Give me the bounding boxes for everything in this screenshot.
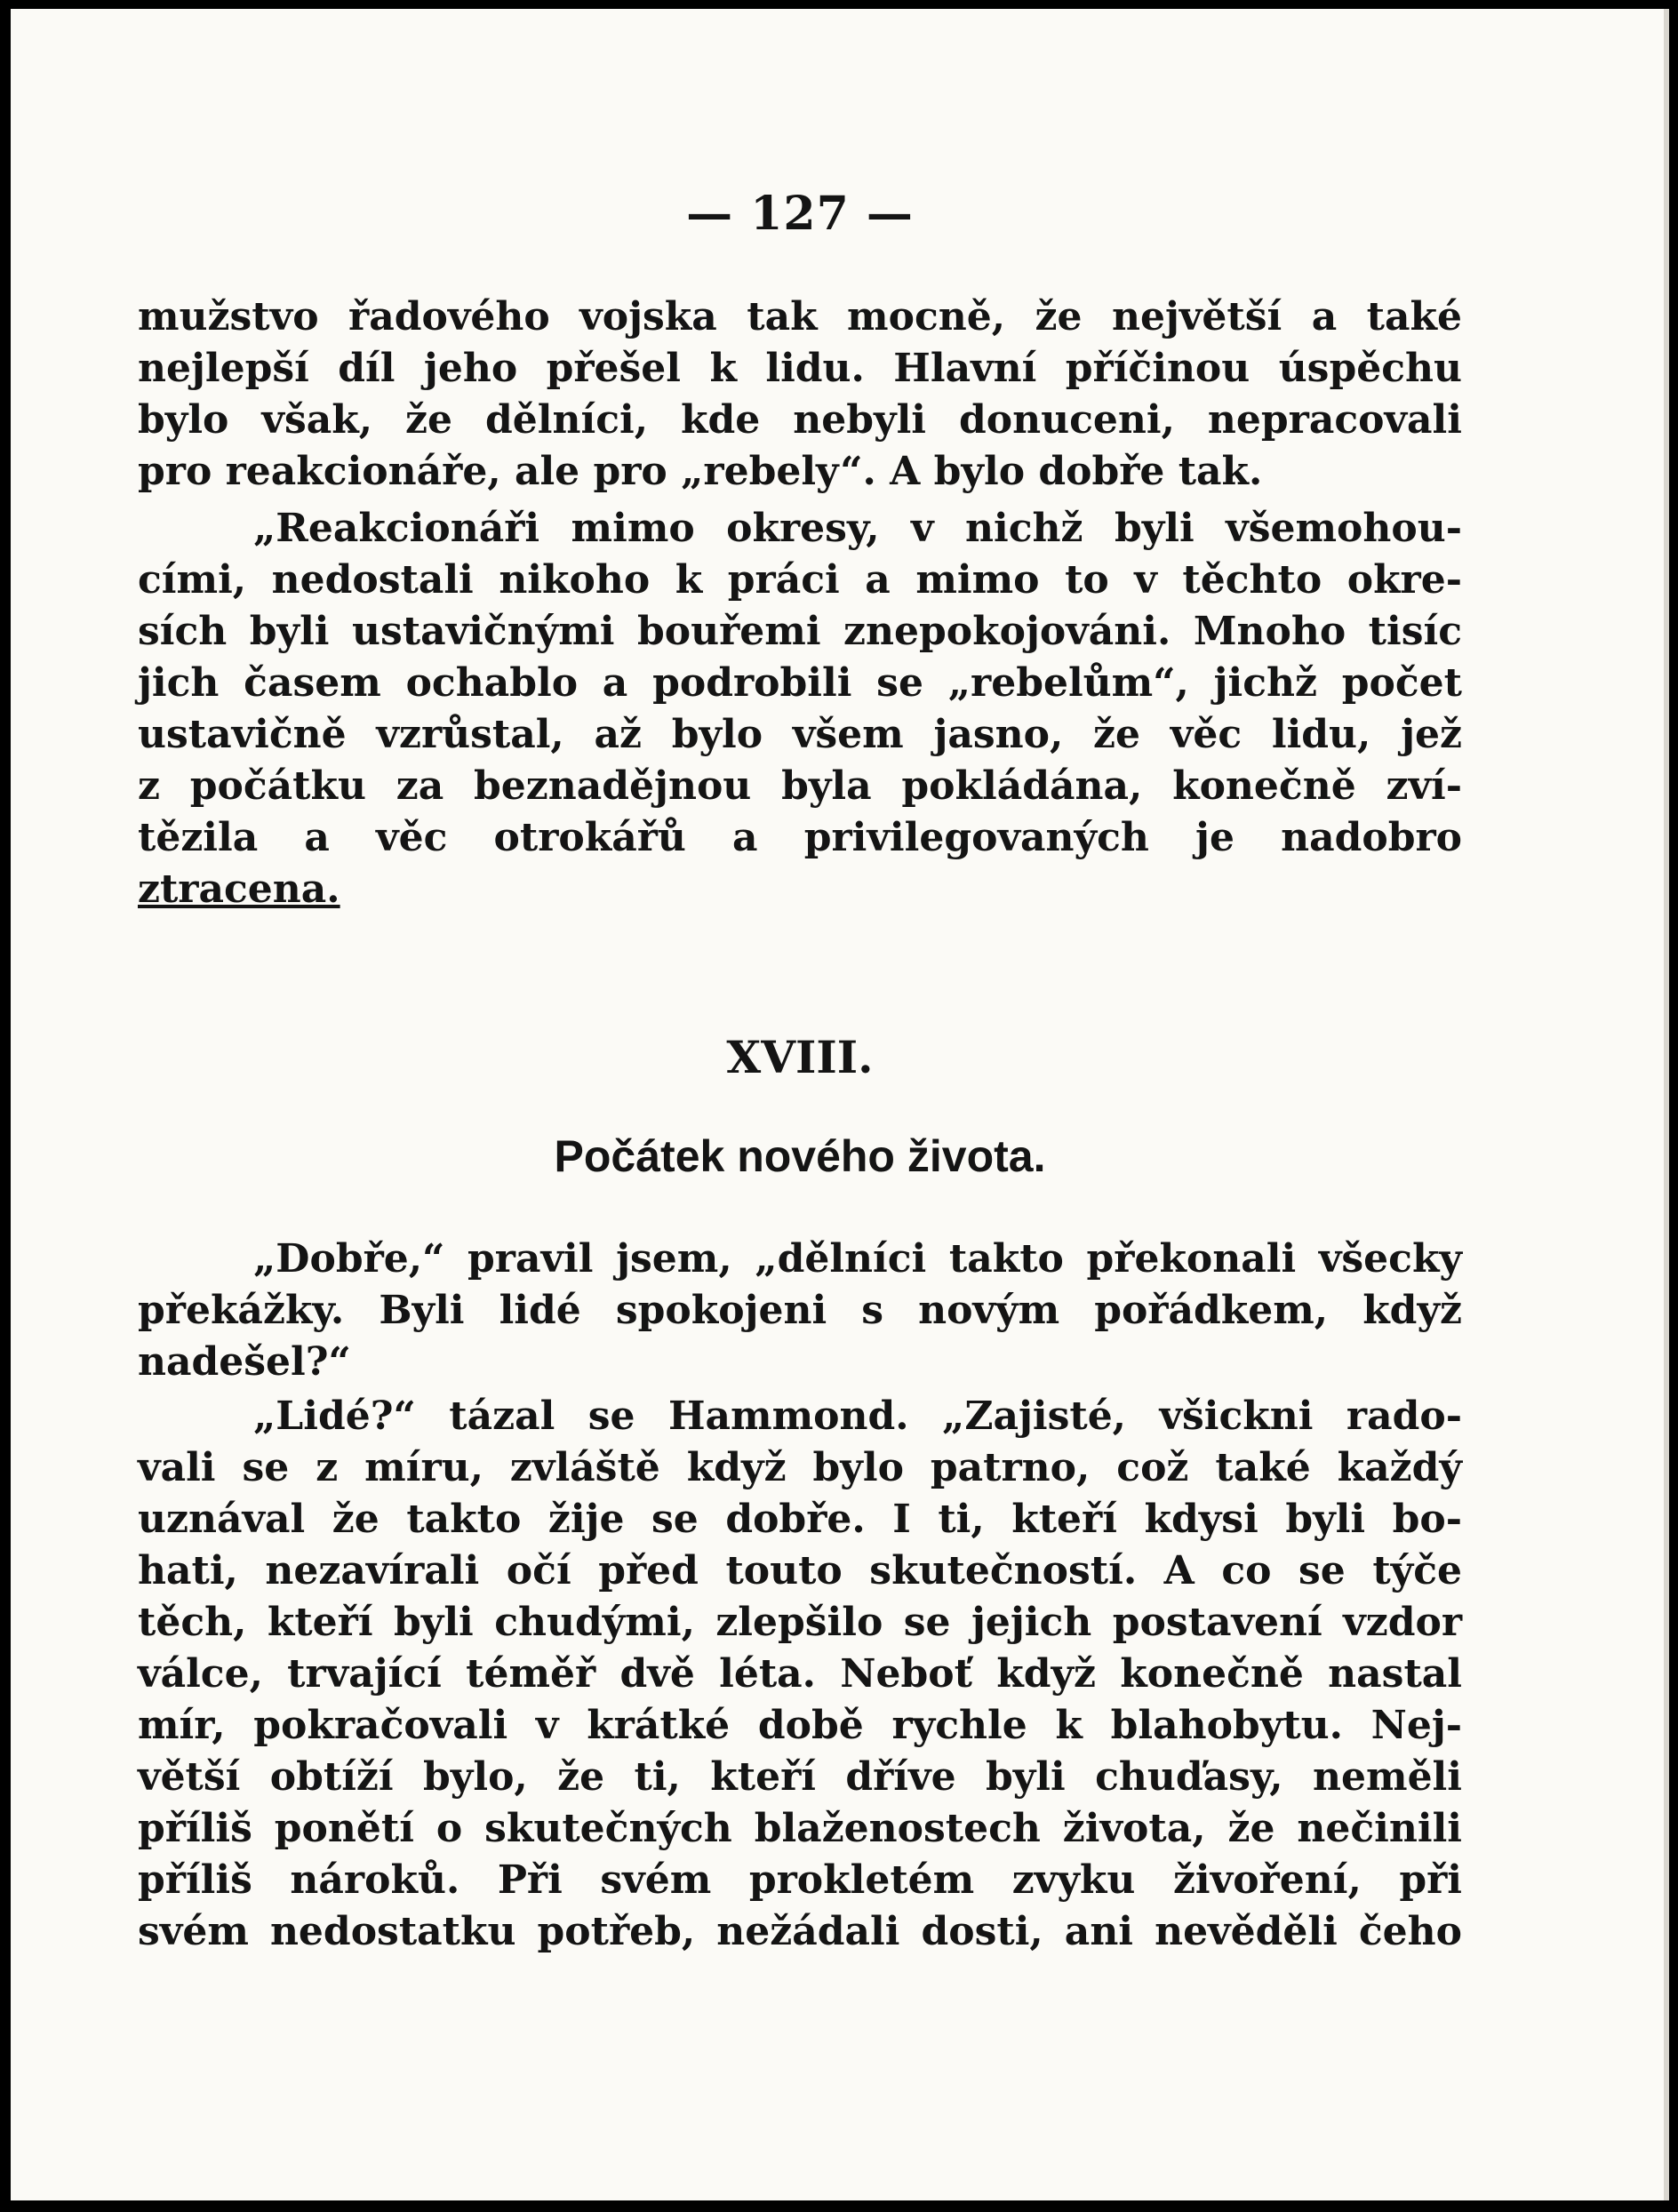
text-line: sích byli ustavičnými bouřemi znepokojováni. Mnoho tisíc <box>138 609 1462 654</box>
text-line: ustavičně vzrůstal, až bylo všem jasno, že věc lidu, jež <box>138 712 1462 757</box>
text-line: „Reakcionáři mimo okresy, v nichž byli všemohou- <box>253 506 1462 551</box>
text-line: příliš nároků. Při svém prokletém zvyku živoření, při <box>138 1857 1462 1903</box>
page-number: — 127 — <box>686 187 914 241</box>
text-line: „Dobře,“ pravil jsem, „dělníci takto překonali všecky <box>253 1236 1462 1282</box>
text-line: těch, kteří byli chudými, zlepšilo se jejich postavení vzdor <box>138 1600 1462 1645</box>
text-line: překážky. Byli lidé spokojeni s novým pořádkem, když <box>138 1288 1462 1333</box>
text-line: ztracena. <box>138 866 340 912</box>
text-line: větší obtíží bylo, že ti, kteří dříve byli chuďasy, neměli <box>138 1754 1462 1800</box>
text-line: uznával že takto žije se dobře. I ti, kteří kdysi byli bo- <box>138 1497 1462 1542</box>
text-line: nejlepší díl jeho přešel k lidu. Hlavní příčinou úspěchu <box>138 346 1462 391</box>
paragraph-1 <box>138 291 1462 498</box>
text-line: tězila a věc otrokářů a privilegovaných je nadobro <box>138 815 1462 860</box>
paragraph-4 <box>138 1391 1462 1958</box>
text-line: válce, trvající téměř dvě léta. Neboť když konečně nastal <box>138 1651 1462 1697</box>
text-line: mír, pokračovali v krátké době rychle k blahobytu. Nej- <box>138 1703 1462 1748</box>
text-line: svém nedostatku potřeb, nežádali dosti, ani nevěděli čeho <box>138 1909 1462 1954</box>
chapter-number: XVIII. <box>726 1031 874 1083</box>
text-line: jich časem ochablo a podrobili se „rebelům“, jichž počet <box>138 660 1462 706</box>
chapter-title: Počátek nového života. <box>554 1131 1046 1181</box>
text-line: „Lidé?“ tázal se Hammond. „Zajisté, všickni rado- <box>253 1393 1462 1439</box>
text-line: vali se z míru, zvláště když bylo patrno, což také každý <box>138 1445 1462 1490</box>
text-line: bylo však, že dělníci, kde nebyli donuceni, nepracovali <box>138 397 1462 443</box>
text-line: pro reakcionáře, ale pro „rebely“. A bylo dobře tak. <box>138 449 1263 494</box>
paragraph-2 <box>138 503 1462 915</box>
text-line: cími, nedostali nikoho k práci a mimo to v těchto okre- <box>138 557 1462 603</box>
text-line: příliš ponětí o skutečných blaženostech života, že nečinili <box>138 1806 1462 1851</box>
paragraph-3 <box>138 1234 1462 1388</box>
text-line: z počátku za beznadějnou byla pokládána, konečně zví- <box>138 763 1462 809</box>
book-page <box>11 9 1669 2200</box>
text-line: mužstvo řadového vojska tak mocně, že největší a také <box>138 294 1462 339</box>
text-line: nadešel?“ <box>138 1339 351 1385</box>
text-line: hati, nezavírali očí před touto skutečností. A co se týče <box>138 1548 1462 1593</box>
